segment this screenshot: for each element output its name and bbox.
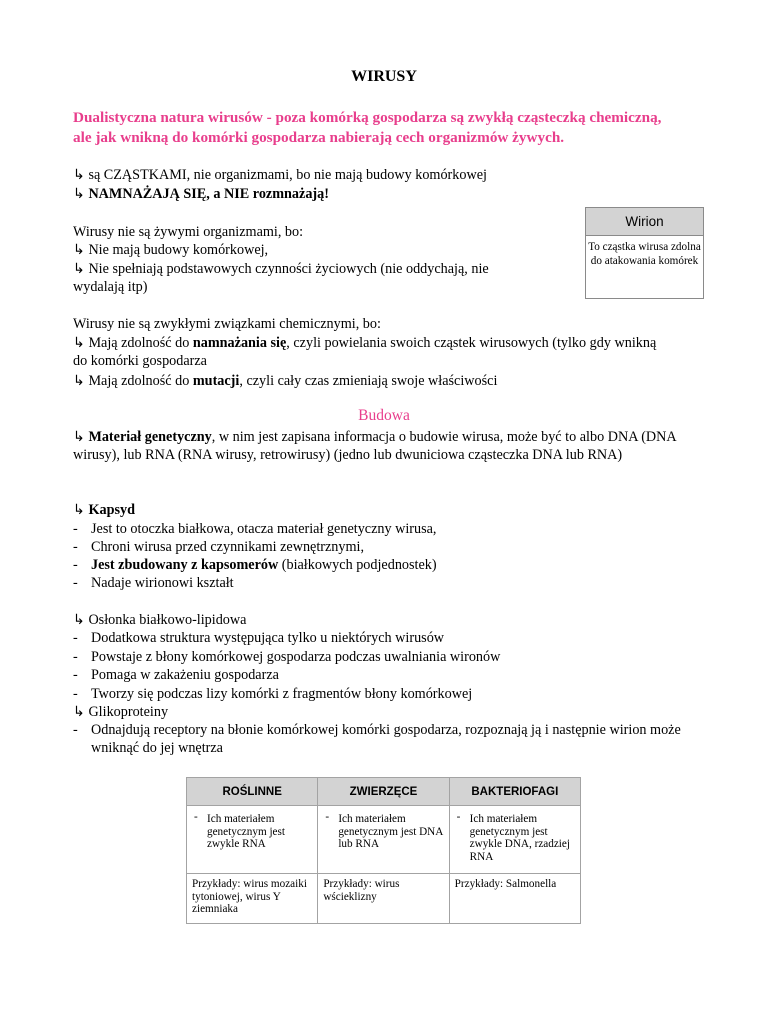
- arrow-icon: ↳: [73, 335, 85, 351]
- column-header: BAKTERIOFAGI: [449, 778, 580, 806]
- wirion-heading: Wirion: [586, 208, 703, 236]
- not-chemical-heading: Wirusy nie są zwykłymi związkami chemicznymi, bo:: [73, 316, 381, 332]
- arrow-icon: ↳: [73, 612, 85, 628]
- table-cell: - Ich materiałem genetycznym jest DNA lub RNA: [318, 806, 449, 874]
- list-item: - Odnajdują receptory na błonie komórkowej komórki gospodarza, rozpoznają ją i następnie wirion może wniknąć do jej wnętrza: [73, 722, 681, 756]
- list-item: - Powstaje z błony komórkowej gospodarza podczas uwalniania wironów: [73, 649, 501, 665]
- table-cell: - Ich materiałem genetycznym jest zwykle DNA, rzadziej RNA: [449, 806, 580, 874]
- page-title: WIRUSY: [351, 68, 417, 85]
- table-cell: - Ich materiałem genetycznym jest zwykle RNA: [187, 806, 318, 874]
- wirion-text: To cząstka wirusa zdolna do atakowania komórek: [588, 241, 701, 267]
- table-header-row: [187, 778, 581, 806]
- not-chemical-point: ↳ Mają zdolność do mutacji, czyli cały czas zmieniają swoje właściwości: [73, 373, 498, 389]
- wirion-definition-box: [585, 207, 704, 299]
- dash-bullet: -: [73, 575, 78, 591]
- arrow-icon: ↳: [73, 429, 85, 445]
- list-item: - Jest zbudowany z kapsomerów (białkowych podjednostek): [73, 557, 437, 573]
- glikoproteiny-heading: ↳ Glikoproteiny: [73, 704, 169, 720]
- list-item: - Chroni wirusa przed czynnikami zewnętrznymi,: [73, 539, 365, 555]
- arrow-icon: ↳: [73, 167, 85, 183]
- dash-bullet: -: [73, 686, 78, 702]
- intro-point-multiply: [73, 185, 329, 203]
- dash-bullet: -: [73, 667, 78, 683]
- dash-bullet: -: [325, 811, 330, 823]
- intro-point-bold: NAMNAŻAJĄ SIĘ, a NIE rozmnażają!: [88, 186, 329, 202]
- not-chemical-point: ↳ Mają zdolność do namnażania się, czyli powielania swoich cząstek wirusowych (tylko gdy wnikną do komórki gospodarza: [73, 335, 657, 369]
- arrow-icon: ↳: [73, 373, 85, 389]
- table-cell: Przykłady: wirus wścieklizny: [318, 874, 449, 924]
- budowa-heading: Budowa: [358, 407, 410, 424]
- not-alive-point: ↳ Nie mają budowy komórkowej,: [73, 242, 269, 258]
- dash-bullet: -: [73, 557, 78, 573]
- dash-bullet: -: [194, 811, 198, 823]
- intro-point-text: są CZĄSTKAMI, nie organizmami, bo nie mają budowy komórkowej: [88, 167, 487, 183]
- oslonka-heading: ↳ Osłonka białkowo-lipidowa: [73, 612, 247, 628]
- table-row: [187, 806, 581, 874]
- not-alive-heading: Wirusy nie są żywymi organizmami, bo:: [73, 224, 304, 240]
- kapsyd-heading: ↳ Kapsyd: [73, 502, 135, 518]
- intro-point-particles: [73, 166, 487, 184]
- dash-bullet: -: [73, 649, 78, 665]
- table-row: [187, 874, 581, 924]
- arrow-icon: ↳: [73, 242, 85, 258]
- list-item: - Nadaje wirionowi kształt: [73, 575, 234, 591]
- dash-bullet: -: [73, 521, 78, 537]
- list-item: - Tworzy się podczas lizy komórki z fragmentów błony komórkowej: [73, 686, 473, 702]
- arrow-icon: ↳: [73, 704, 85, 720]
- not-alive-point: ↳ Nie spełniają podstawowych czynności życiowych (nie oddychają, nie wydalają itp): [73, 261, 489, 295]
- column-header: ZWIERZĘCE: [318, 778, 449, 806]
- virus-types-table: [186, 777, 581, 924]
- arrow-icon: ↳: [73, 261, 85, 277]
- arrow-icon: ↳: [73, 502, 85, 518]
- table-cell: Przykłady: Salmonella: [449, 874, 580, 924]
- table-cell: Przykłady: wirus mozaiki tytoniowej, wirus Y ziemniaka: [187, 874, 318, 924]
- material-genetyczny-point: ↳ Materiał genetyczny, w nim jest zapisana informacja o budowie wirusa, może być to albo DNA (DNA wirusy), lub RNA (RNA wirusy, retrowirusy) (jedno lub dwuniciowa cząsteczka DNA lub RNA): [73, 429, 676, 463]
- list-item: - Pomaga w zakażeniu gospodarza: [73, 667, 279, 683]
- intro-paragraph: Dualistyczna natura wirusów - poza komórką gospodarza są zwykłą cząsteczką chemiczną, ale jak wnikną do komórki gospodarza nabierają cech organizmów żywych.: [73, 109, 662, 146]
- list-item: - Dodatkowa struktura występująca tylko u niektórych wirusów: [73, 630, 445, 646]
- dash-bullet: -: [456, 811, 461, 823]
- dash-bullet: -: [73, 539, 78, 555]
- list-item: - Jest to otoczka białkowa, otacza materiał genetyczny wirusa,: [73, 521, 437, 537]
- arrow-icon: ↳: [73, 186, 85, 202]
- dash-bullet: -: [73, 722, 78, 738]
- dash-bullet: -: [73, 630, 78, 646]
- column-header: ROŚLINNE: [187, 778, 318, 806]
